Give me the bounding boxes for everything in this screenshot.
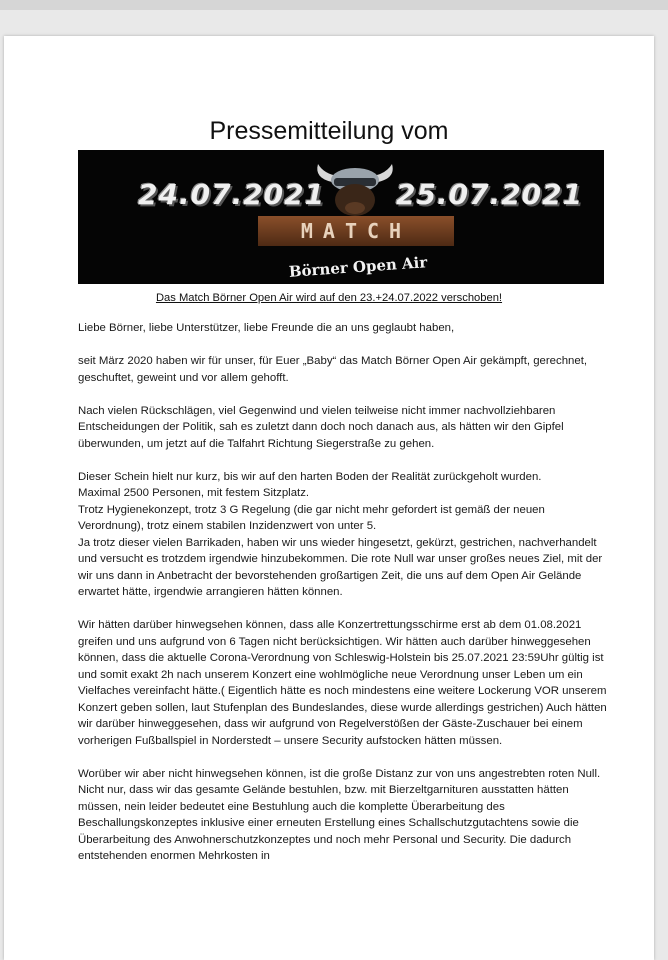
logo-subtitle: Börner Open Air xyxy=(288,253,428,281)
paragraph: seit März 2020 haben wir für unser, für Euer „Baby“ das Match Börner Open Air gekämpft, gerechnet, geschuftet, geweint und vor allem gehofft. xyxy=(78,355,588,384)
body-text xyxy=(78,320,608,881)
paragraph: Worüber wir aber nicht hinwegsehen können, ist die große Distanz zur von uns angestrebten roten Null. Nicht nur, dass wir das gesamte Gelände bestuhlen, bzw. mit Bierzeltgarnituren ausstatten hätten müssen, nein leider bedeutet eine Bestuhlung auch die komplette Überarbeitung des Beschallungskonzeptes inklusive einer erneuten Erstellung eines Schallschutzgutachtens sowie die Überarbeitung des Anwohnerschutzkonzeptes und noch mehr Personal und Security. Die dadurch entstehenden enormen Mehrkosten in xyxy=(78,767,601,862)
banner-date-right: 25.07.2021 xyxy=(396,178,584,211)
title-line-1: Pressemitteilung vom xyxy=(209,117,449,145)
event-banner xyxy=(78,150,604,284)
bull-mascot-icon xyxy=(310,156,400,218)
paragraph: Maximal 2500 Personen, mit festem Sitzplatz. xyxy=(78,487,310,499)
paragraph: Dieser Schein hielt nur kurz, bis wir auf den harten Boden der Realität zurückgeholt wurden. xyxy=(78,470,542,483)
paragraph: Liebe Börner, liebe Unterstützer, liebe Freunde die an uns geglaubt haben, xyxy=(78,322,455,334)
paragraph: Ja trotz dieser vielen Barrikaden, haben wir uns wieder hingesetzt, gekürzt, gestrichen, nachverhandelt und versucht es trotzdem irgendwie hinzubekommen. Die rote Null war unser großes neues Ziel, mit der wir uns dann in Anbetracht der bevorstehenden großartigen Zeit, die uns auf dem Open Air Gelände erwartet hätte, irgendwie arrangieren hätten können. xyxy=(78,536,603,598)
viewer-top-bar xyxy=(0,0,668,10)
banner-date-left: 24.07.2021 xyxy=(138,178,326,211)
paragraph: Trotz Hygienekonzept, trotz 3 G Regelung (die gar nicht mehr gefordert ist gemäß der neuen Verordnung), trotz einem stabilen Inzidenzwert von unter 5. xyxy=(78,503,545,532)
document-page xyxy=(4,36,654,960)
announcement-headline: Das Match Börner Open Air wird auf den 23.+24.07.2022 verschoben! xyxy=(155,292,503,304)
paragraph: Nach vielen Rückschlägen, viel Gegenwind und vielen teilweise nicht immer nachvollziehbaren Entscheidungen der Politik, sah es zuletzt dann doch noch danach aus, als hätten wir den Gipfel überwunden, um jetzt auf die Talfahrt Richtung Siegerstraße zu gehen. xyxy=(78,404,564,450)
paragraph: Wir hätten darüber hinwegsehen können, dass alle Konzertrettungsschirme erst ab dem 01.08.2021 greifen und uns aufgrund von 6 Tagen nicht berücksichtigen. Wir hätten auch darüber hinweggesehen können, dass die aktuelle Corona-Verordnung von Schleswig-Holstein bis 25.07.2021 23:59Uhr gültig ist und somit exakt 2h nach unserem Konzert eine wohlmögliche neue Verordnung unser Leben um ein Vielfaches vereinfacht hätte.( Eigentlich hätte es noch mindestens eine weitere Lockerung VOR unserem Konzert geben sollen, laut Stufenplan des Bundeslandes, diese wurde allerdings gestrichen) Auch hätten wir darüber hinweggesehen, dass wir aufgrund von Regelverstößen der Gäste-Zuschauer bei einem vorherigen Fußballspiel in Norderstedt – unsere Security aufstocken hätten müssen. xyxy=(78,619,607,747)
logo-wordmark: MATCH xyxy=(300,219,412,243)
